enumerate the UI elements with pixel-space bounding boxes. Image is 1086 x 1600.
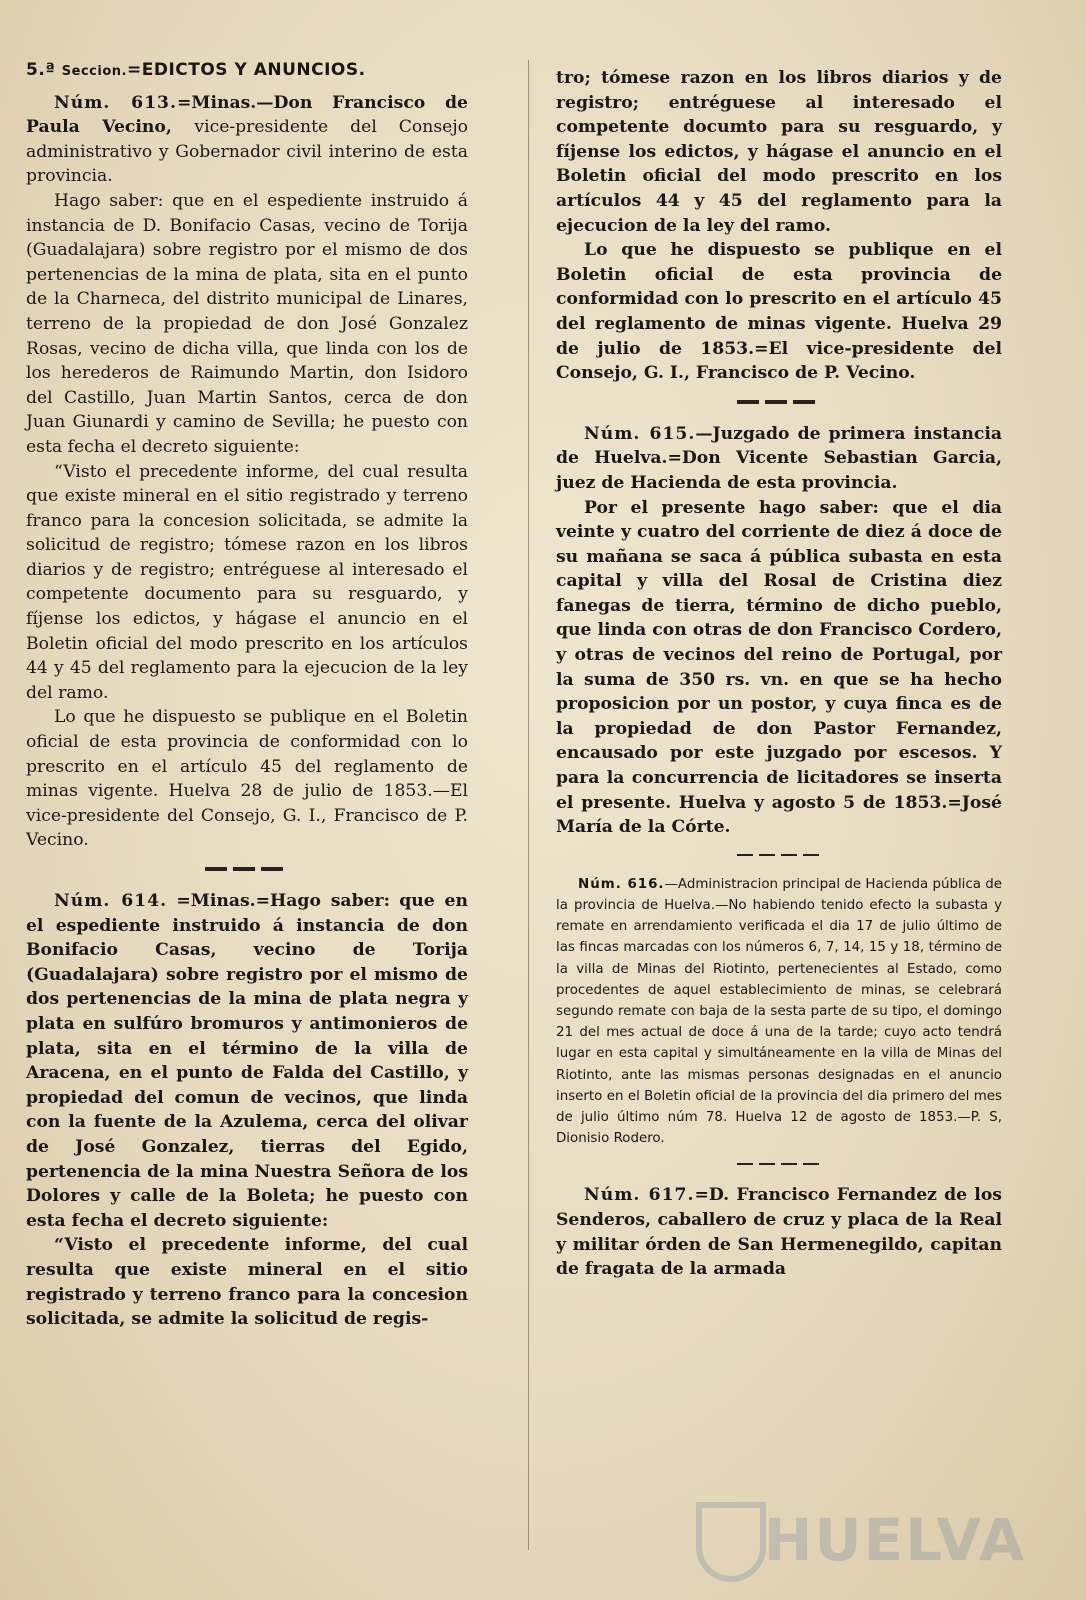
notice-613 [26, 91, 468, 853]
right-column [556, 66, 1002, 1282]
notice-614-decree: “Visto el precedente informe, del cual resulta que existe mineral en el sitio registrado y terreno franco para la concesion solicitada, se admite la solicitud de regis- [26, 1235, 468, 1330]
notice-617-intro [556, 1183, 1002, 1281]
notice-616-number: Núm. 616. [578, 876, 665, 892]
notice-616-text: —Administracion principal de Hacienda pública de la provincia de Huelva.—No habiendo tenido efecto la subasta y remate en arrendamiento verificada el dia 17 de julio último de las fincas marcadas con los números 6, 7, 14, 15 y 18, término de la villa de Minas del Riotinto, pertenecientes al Estado, como procedentes de aquel establecimiento de minas, se celebrará segundo remate con baja de la sesta parte de su tipo, el domingo 21 del mes actual de doce á una de la tarde; cuyo acto tendrá lugar en esta capital y simultáneamente en la villa de Minas del Riotinto, ante las mismas personas designadas en el anuncio inserto en el Boletin oficial de la provincia del dia primero del mes de julio último núm 78. Huelva 12 de agosto de 1853.—P. S, Dionisio Rodero. [556, 876, 1002, 1147]
notice-615-intro [556, 422, 1002, 496]
notice-613-body-1: Hago saber: que en el espediente instruido á instancia de D. Bonifacio Casas, vecino de Torija (Guadalajara) sobre registro por el mismo de dos pertenencias de la mina de plata, sita en el punto de la Charneca, del distrito municipal de Linares, terreno de la propiedad de don José Gonzalez Rosas, vecino de dicha villa, que linda con los de los herederos de Raimundo Martin, don Isidoro del Castillo, Juan Martin Santos, cerca de don Juan Giunardi y camino de Sevilla; he puesto con esta fecha el decreto siguiente: [26, 190, 468, 457]
notice-616-body [556, 874, 1002, 1150]
notice-613-closing: Lo que he dispuesto se publique en el Boletin oficial de esta provincia de conformidad con lo prescrito en el artículo 45 del reglamento de minas vigente. Huelva 28 de julio de 1853.—El vice-presidente del Consejo, G. I., Francisco de P. Vecino. [26, 707, 468, 851]
notice-615-lead: —Juzgado de primera instancia de Huelva.=Don Vicente Sebastian Garcia, juez de Hacienda de esta provincia. [556, 423, 1002, 493]
watermark-text: HUELVA [763, 1506, 1026, 1574]
notice-617 [556, 1183, 1002, 1281]
shield-icon [696, 1502, 766, 1582]
separator [737, 400, 821, 404]
notice-614-number: Núm. 614. [54, 891, 168, 911]
section-number: 5.ª [26, 60, 56, 80]
section-title: =EDICTOS Y ANUNCIOS. [126, 60, 366, 80]
notice-617-lead: =D. Francisco Fernandez de los Senderos, caballero de cruz y placa de la Real y militar órden de San Hermenegildo, capitan de fragata de la armada [556, 1185, 1002, 1280]
separator [737, 1163, 821, 1165]
section-header [26, 58, 468, 85]
notice-615-number: Núm. 615. [584, 423, 696, 444]
notice-613-decree: “Visto el precedente informe, del cual resulta que existe mineral en el sitio registrado y terreno franco para la concesion solicitada, se admite la solicitud de registro; tómese razon en los libros diarios y de registro; entréguese al interesado el competente documento para su resguardo, y fíjense los edictos, y hágase el anuncio en el Boletin oficial del modo prescrito en los artículos 44 y 45 del reglamento para la ejecucion de la ley del ramo. [26, 461, 468, 703]
notice-614-intro [26, 889, 468, 1233]
column-divider [528, 60, 529, 1550]
notice-613-intro [26, 91, 468, 189]
notice-614-closing: Lo que he dispuesto se publique en el Boletin oficial de esta provincia de conformidad con lo prescrito en el artículo 45 del reglamento de minas vigente. Huelva 29 de julio de 1853.=El vice-presidente del Consejo, G. I., Francisco de P. Vecino. [556, 240, 1002, 384]
separator [205, 867, 289, 871]
separator [737, 854, 821, 856]
notice-616 [556, 874, 1002, 1150]
notice-614 [26, 889, 468, 1332]
notice-614-lead-rest: que en el espediente instruido á instancia de don Bonifacio Casas, vecino de Torija (Guadalajara) sobre registro por el mismo de dos pertenencias de la mina de plata negra y plata en sulfúro bromuros y antimonieros de plata, sita en el término de la villa de Aracena, en el punto de Falda del Castillo, y propiedad del comun de vecinos, que linda con la fuente de la Azulema, cerca del olivar de José Gonzalez, tierras del Egido, pertenencia de la mina Nuestra Señora de los Dolores y calle de la Boleta; he puesto con esta fecha el decreto siguiente: [26, 891, 468, 1231]
notice-615-body: Por el presente hago saber: que el dia veinte y cuatro del corriente de diez á doce de su mañana se saca á pública subasta en esta capital y villa del Rosal de Cristina diez fanegas de tierra, término de dicho pueblo, que linda con otras de don Francisco Cordero, y otras de vecinos del reino de Portugal, por la suma de 350 rs. vn. en que se ha hecho proposicion por un postor, y cuya finca es de la propiedad de don Pastor Fernandez, encausado por este juzgado por escesos. Y para la concurrencia de licitadores se inserta el presente. Huelva y agosto 5 de 1853.=José María de la Córte. [556, 497, 1002, 838]
notice-613-number: Núm. 613. [54, 92, 178, 113]
notice-614-lead: =Minas.=Hago saber: [176, 891, 390, 911]
left-column [26, 58, 468, 1332]
notice-615 [556, 422, 1002, 840]
section-word: Seccion. [61, 64, 127, 79]
notice-613-lead: =Minas.—Don Francisco de Paula Vecino, [26, 92, 468, 138]
notice-617-number: Núm. 617. [584, 1185, 695, 1206]
notice-613-lead-rest: vice-presidente del Consejo administrativo y Gobernador civil interino de esta provincia. [26, 117, 469, 187]
archive-watermark [696, 1502, 1026, 1582]
notice-614-decree-cont: tro; tómese razon en los libros diarios y de registro; entréguese al interesado el competente documto para su resguardo, y fíjense los edictos, y hágase el anuncio en el Boletin oficial del modo prescrito en los artículos 44 y 45 del reglamento para la ejecucion de la ley del ramo. [556, 68, 1002, 236]
